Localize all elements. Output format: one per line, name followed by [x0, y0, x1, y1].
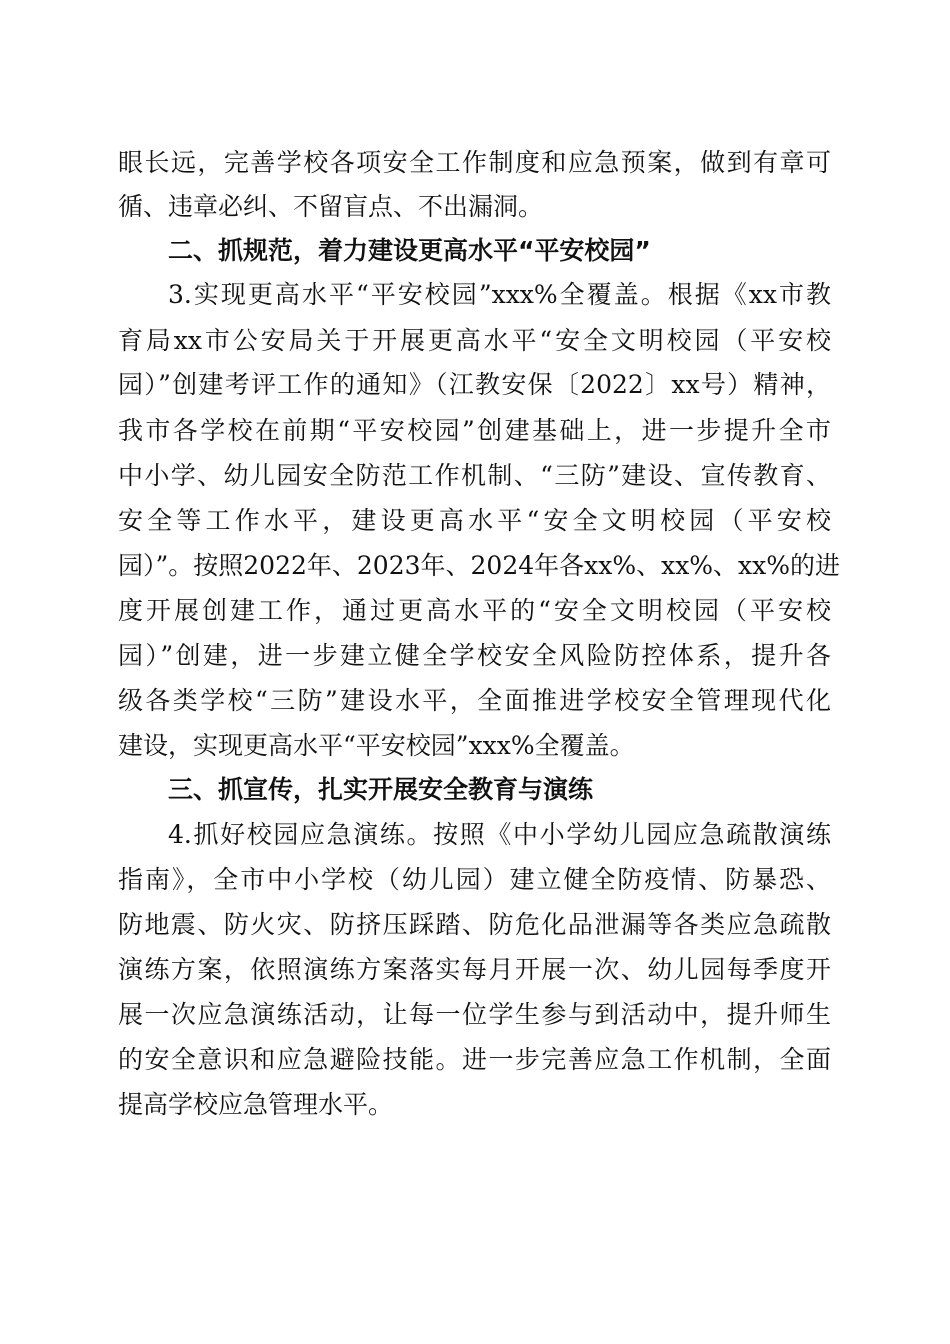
paragraph-line: 园）”创建考评工作的通知》（江教安保〔2022〕xx号）精神，: [118, 370, 831, 399]
paragraph-line: 展一次应急演练活动，让每一位学生参与到活动中，提升师生: [118, 1000, 831, 1029]
paragraph-line: 指南》，全市中小学校（幼儿园）建立健全防疫情、防暴恐、: [118, 865, 831, 894]
paragraph-line: 3.实现更高水平“平安校园”xxx%全覆盖。根据《xx市教: [168, 280, 831, 309]
paragraph-line: 度开展创建工作，通过更高水平的“安全文明校园（平安校: [118, 596, 831, 625]
paragraph-line: 演练方案，依照演练方案落实每月开展一次、幼儿园每季度开: [118, 955, 831, 984]
section-heading: 二、抓规范，着力建设更高水平“平安校园”: [168, 236, 651, 265]
section-heading: 三、抓宣传，扎实开展安全教育与演练: [168, 775, 594, 804]
paragraph-line: 防地震、防火灾、防挤压踩踏、防危化品泄漏等各类应急疏散: [118, 910, 831, 939]
paragraph-line: 提高学校应急管理水平。: [118, 1090, 394, 1119]
paragraph-line: 的安全意识和应急避险技能。进一步完善应急工作机制，全面: [118, 1045, 831, 1074]
paragraph-line: 级各类学校“三防”建设水平，全面推进学校安全管理现代化: [118, 686, 831, 715]
paragraph-line: 建设，实现更高水平“平安校园”xxx%全覆盖。: [118, 731, 635, 760]
paragraph-line: 园）”。按照2022年、2023年、2024年各xx%、xx%、xx%的进: [118, 551, 841, 580]
paragraph-line: 中小学、幼儿园安全防范工作机制、“三防”建设、宣传教育、: [118, 461, 831, 490]
paragraph-line: 安全等工作水平，建设更高水平“安全文明校园（平安校: [118, 506, 831, 535]
paragraph-line: 循、违章必纠、不留盲点、不出漏洞。: [118, 192, 544, 221]
paragraph-line: 我市各学校在前期“平安校园”创建基础上，进一步提升全市: [118, 416, 831, 445]
paragraph-line: 4.抓好校园应急演练。按照《中小学幼儿园应急疏散演练: [168, 820, 831, 849]
paragraph-line: 眼长远，完善学校各项安全工作制度和应急预案，做到有章可: [118, 148, 831, 177]
paragraph-line: 育局xx市公安局关于开展更高水平“安全文明校园（平安校: [118, 326, 831, 355]
paragraph-line: 园）”创建，进一步建立健全学校安全风险防控体系，提升各: [118, 641, 831, 670]
